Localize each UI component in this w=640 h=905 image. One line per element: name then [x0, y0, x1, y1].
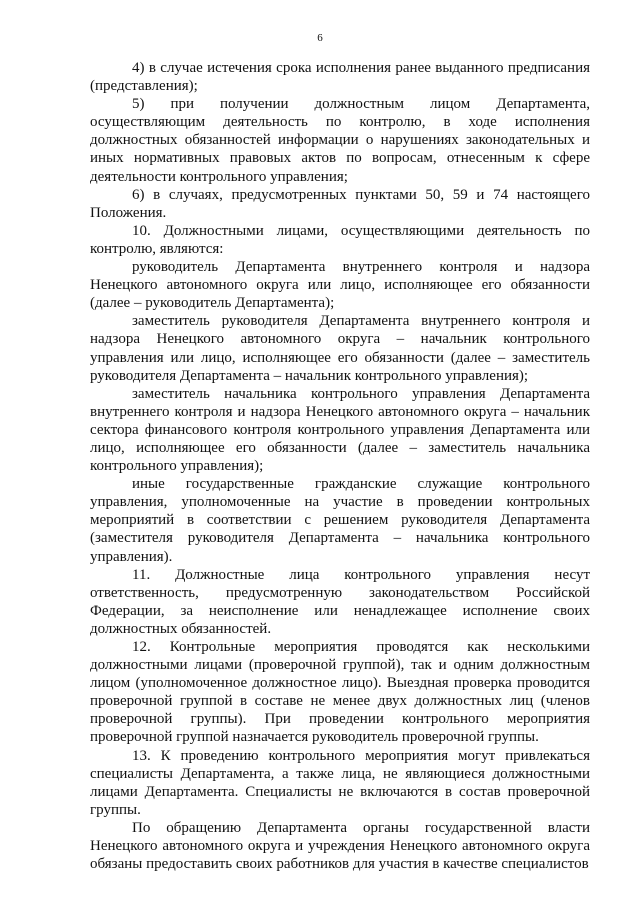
paragraph-specialists-request: По обращению Департамента органы государственной власти Ненецкого автономного округа и учреждения Ненецкого автономного округа обязаны предоставить своих работников для участия в качестве специалистов: [90, 819, 590, 873]
paragraph-deputy-chief: заместитель начальника контрольного управления Департамента внутреннего контроля и надзора Ненецкого автономного округа – начальник сектора финансового контроля контрольного управления Департамента или лицо, исполняющее его обязанности (далее – заместитель начальника контрольного управления);: [90, 385, 590, 475]
paragraph-clause-10: 10. Должностными лицами, осуществляющими деятельность по контролю, являются:: [90, 222, 590, 257]
paragraph-deputy-head: заместитель руководителя Департамента внутреннего контроля и надзора Ненецкого автономного округа – начальник контрольного управления или лицо, исполняющее его обязанности (далее – заместитель руководителя Департамента – начальник контрольного управления);: [90, 313, 590, 384]
document-body: [90, 59, 590, 873]
paragraph-item-6: 6) в случаях, предусмотренных пунктами 50, 59 и 74 настоящего Положения.: [90, 186, 590, 221]
paragraph-clause-12: 12. Контрольные мероприятия проводятся как несколькими должностными лицами (проверочной группой), так и одним должностным лицом (уполномоченное должностное лицо). Выездная проверка проводится проверочной группой в составе не менее двух должностных лиц (членов проверочной группы). При проведении контрольного мероприятия проверочной группой назначается руководитель проверочной группы.: [90, 639, 590, 746]
paragraph-clause-13: 13. К проведению контрольного мероприятия могут привлекаться специалисты Департамента, а также лица, не являющиеся должностными лицами Департамента. Специалисты не включаются в состав проверочной группы.: [90, 747, 590, 818]
paragraph-item-5: 5) при получении должностным лицом Департамента, осуществляющим деятельность по контролю, в ходе исполнения должностных обязанностей информации о нарушениях законодательных и иных нормативных правовых актов по вопросам, отнесенным к сфере деятельности контрольного управления;: [90, 96, 590, 185]
paragraph-clause-11: 11. Должностные лица контрольного управления несут ответственность, предусмотренную законодательством Российской Федерации, за неисполнение или ненадлежащее исполнение своих должностных обязанностей.: [90, 566, 590, 637]
paragraph-department-head: руководитель Департамента внутреннего контроля и надзора Ненецкого автономного округа или лицо, исполняющее его обязанности (далее – руководитель Департамента);: [90, 259, 590, 312]
page-number: 6: [317, 32, 323, 44]
paragraph-other-officials: иные государственные гражданские служащие контрольного управления, уполномоченные на участие в проведении контрольных мероприятий в соответствии с решением руководителя Департамента (заместителя руководителя Департамента – начальника контрольного управления).: [90, 476, 590, 565]
paragraph-item-4: 4) в случае истечения срока исполнения ранее выданного предписания (представления);: [90, 60, 590, 95]
